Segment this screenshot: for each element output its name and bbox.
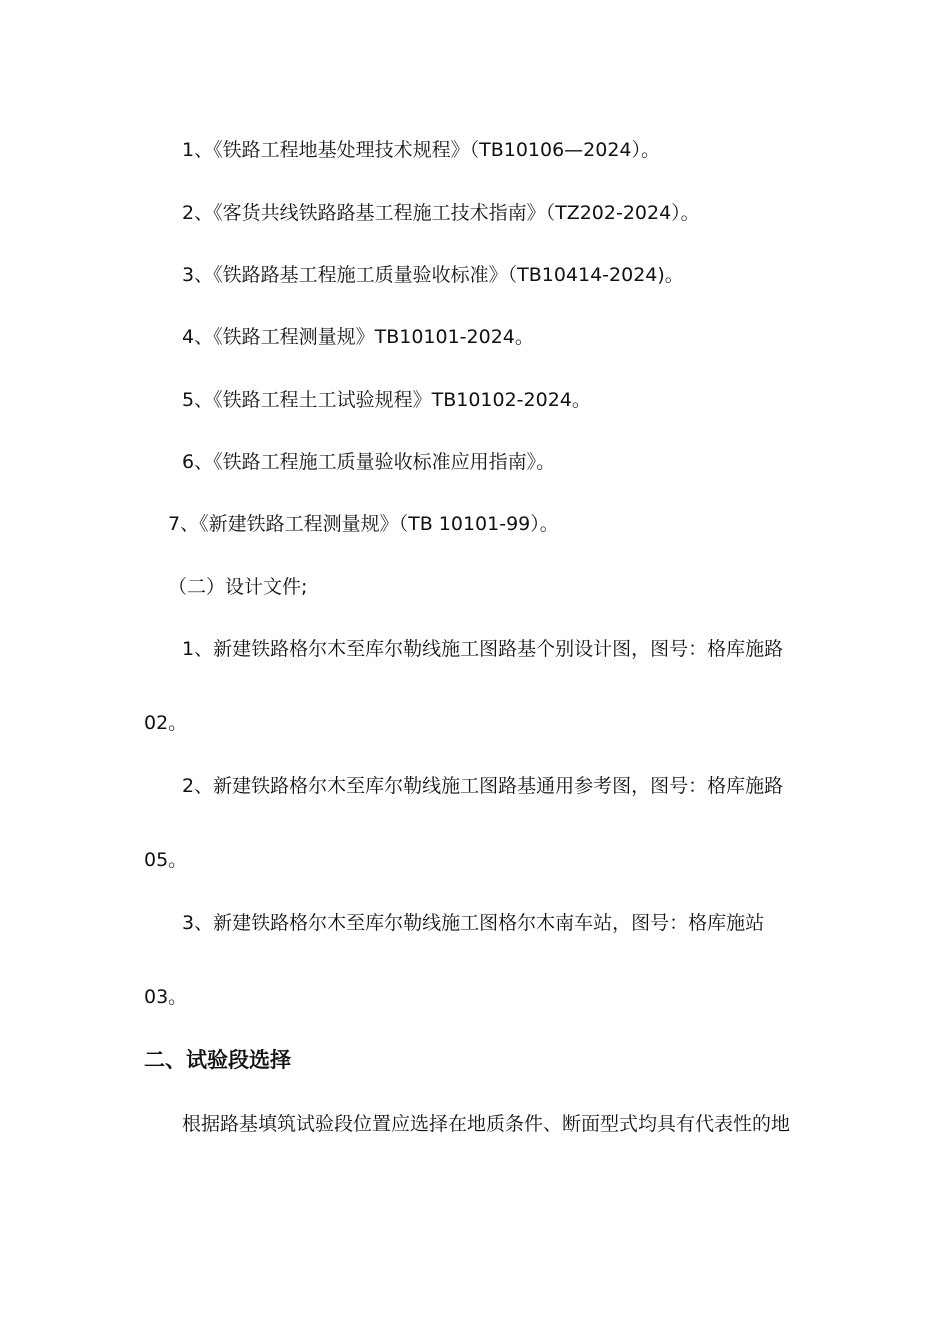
design-file-3-line2: 03。 [144, 986, 188, 1008]
body-paragraph: 根据路基填筑试验段位置应选择在地质条件、断面型式均具有代表性的地 [182, 1113, 791, 1135]
standard-item-6: 6、《铁路工程施工质量验收标准应用指南》。 [182, 451, 556, 473]
design-file-2-line2: 05。 [144, 849, 188, 871]
standard-item-3: 3、《铁路路基工程施工质量验收标准》（TB10414-2024)。 [182, 264, 684, 286]
design-file-2-line1: 2、新建铁路格尔木至库尔勒线施工图路基通用参考图，图号：格库施路 [182, 775, 784, 797]
standard-item-1: 1、《铁路工程地基处理技术规程》（TB10106—2024）。 [182, 139, 661, 161]
design-file-3-line1: 3、新建铁路格尔木至库尔勒线施工图格尔木南车站，图号：格库施站 [182, 912, 765, 934]
design-files-heading: （二）设计文件; [168, 576, 308, 598]
design-file-1-line2: 02。 [144, 712, 188, 734]
design-file-1-line1: 1、新建铁路格尔木至库尔勒线施工图路基个别设计图，图号：格库施路 [182, 638, 784, 660]
standard-item-7: 7、《新建铁路工程测量规》（TB 10101-99）。 [168, 513, 559, 535]
standard-item-5: 5、《铁路工程土工试验规程》TB10102-2024。 [182, 389, 591, 411]
standard-item-2: 2、《客货共线铁路路基工程施工技术指南》（TZ202-2024）。 [182, 202, 700, 224]
section-heading: 二、试验段选择 [144, 1048, 291, 1072]
standard-item-4: 4、《铁路工程测量规》TB10101-2024。 [182, 326, 534, 348]
